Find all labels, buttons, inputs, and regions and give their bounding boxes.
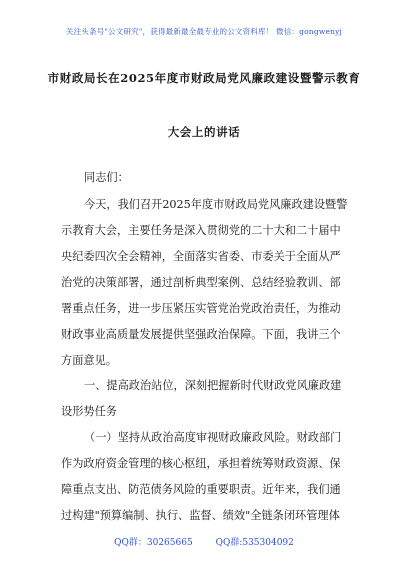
body-line: 财政事业高质量发展提供坚强政治保障。下面，我讲三个 (61, 328, 341, 341)
section-heading: 一、提高政治站位，深刻把握新时代财政党风廉政建 (84, 379, 342, 392)
body-line: 方面意见。 (61, 354, 117, 367)
footer-qq-group-2: QQ群:535304092 (215, 538, 294, 548)
salutation: 同志们： (84, 171, 129, 184)
body-line: 作为政府资金管理的核心枢纽，承担着统筹财政资源、保 (61, 457, 341, 470)
footer-qq-group-1: QQ群：30265665 (114, 538, 193, 548)
header-banner: 关注头条号"公文研究"，获得最新最全最专业的公文资料库！ 微信：gongwenyj (65, 27, 343, 36)
body-line: 央纪委四次全会精神，全面落实省委、市委关于全面从严 (61, 250, 341, 263)
footer (0, 535, 408, 548)
document-title-line-2: 大会上的讲话 (167, 125, 241, 139)
body-line: 示教育大会，主要任务是深入贯彻党的二十大和二十届中 (61, 224, 341, 237)
section-heading: 设形势任务 (61, 405, 117, 418)
body-line: 障重点支出、防范债务风险的重要职责。近年来，我们通 (61, 483, 341, 496)
document-title-line-1: 市财政局长在2025年度市财政局党风廉政建设暨警示教育 (47, 71, 361, 85)
body-line: 过构建"预算编制、执行、监督、绩效"全链条闭环管理体 (61, 509, 340, 522)
body-line: 治党的决策部署，通过剖析典型案例、总结经验教训、部 (61, 276, 341, 289)
body-line: （一）坚持从政治高度审视财政廉政风险。财政部门 (84, 431, 342, 444)
body-line: 今天，我们召开2025年度市财政局党风廉政建设暨警 (84, 198, 348, 211)
body-line: 署重点任务，进一步压紧压实管党治党政治责任，为推动 (61, 302, 341, 315)
